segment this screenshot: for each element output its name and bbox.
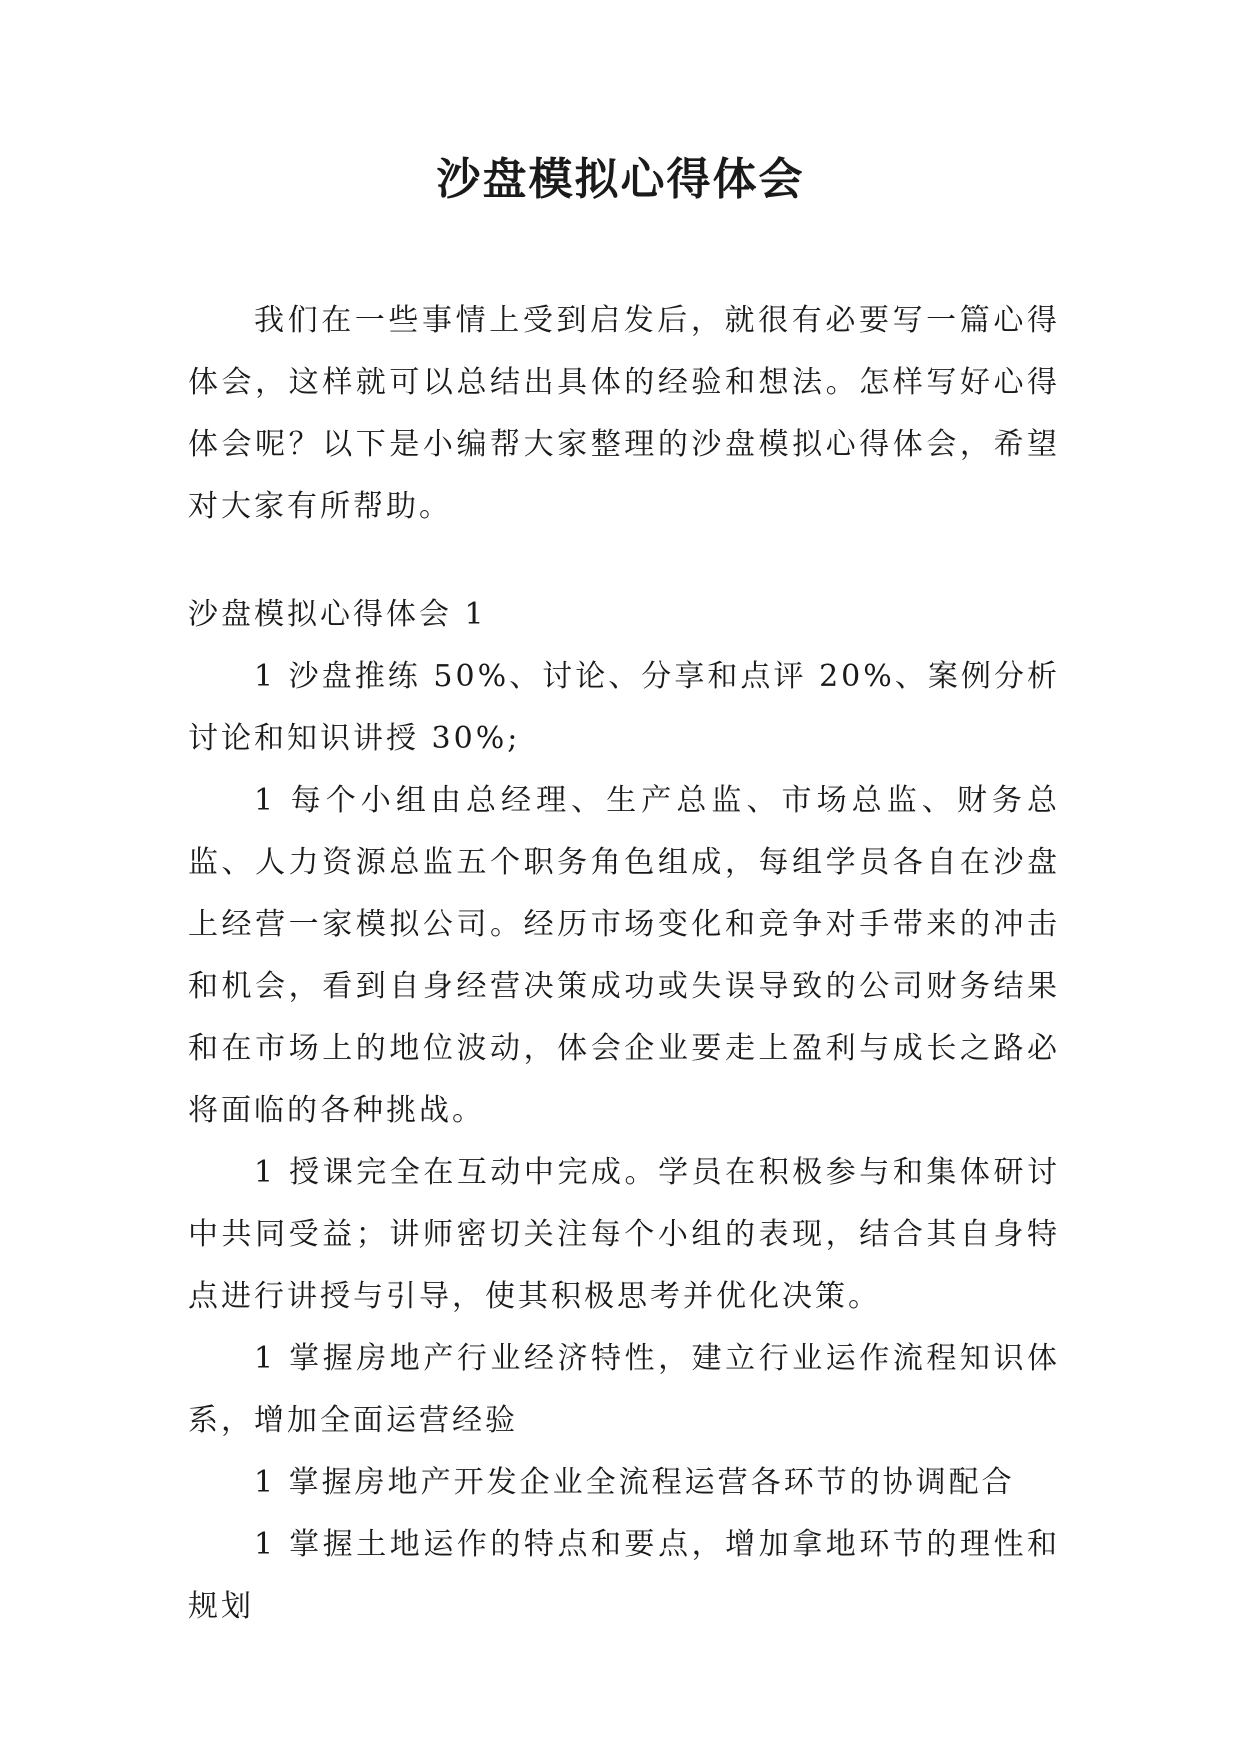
body-paragraph: 1 掌握土地运作的特点和要点，增加拿地环节的理性和规划 [188,1527,1060,1624]
intro-paragraph: 我们在一些事情上受到启发后，就很有必要写一篇心得体会，这样就可以总结出具体的经验和想法。怎样写好心得体会呢？以下是小编帮大家整理的沙盘模拟心得体会，希望对大家有所帮助。 [188,303,1060,524]
body-paragraph: 1 每个小组由总经理、生产总监、市场总监、财务总监、人力资源总监五个职务角色组成，每组学员各自在沙盘上经营一家模拟公司。经历市场变化和竞争对手带来的冲击和机会，看到自身经营决策成功或失误导致的公司财务结果和在市场上的地位波动，体会企业要走上盈利与成长之路必将面临的各种挑战。 [188,783,1060,1128]
body-paragraph: 1 沙盘推练 50%、讨论、分享和点评 20%、案例分析讨论和知识讲授 30%; [188,659,1060,756]
document-body [188,290,1060,1638]
body-paragraph: 1 授课完全在互动中完成。学员在积极参与和集体研讨中共同受益；讲师密切关注每个小组的表现，结合其自身特点进行讲授与引导，使其积极思考并优化决策。 [188,1155,1060,1314]
section-heading: 沙盘模拟心得体会 1 [188,597,487,632]
body-paragraph: 1 掌握房地产开发企业全流程运营各环节的协调配合 [254,1465,1015,1500]
body-paragraph: 1 掌握房地产行业经济特性，建立行业运作流程知识体系，增加全面运营经验 [188,1341,1060,1438]
document-title: 沙盘模拟心得体会 [436,154,805,205]
